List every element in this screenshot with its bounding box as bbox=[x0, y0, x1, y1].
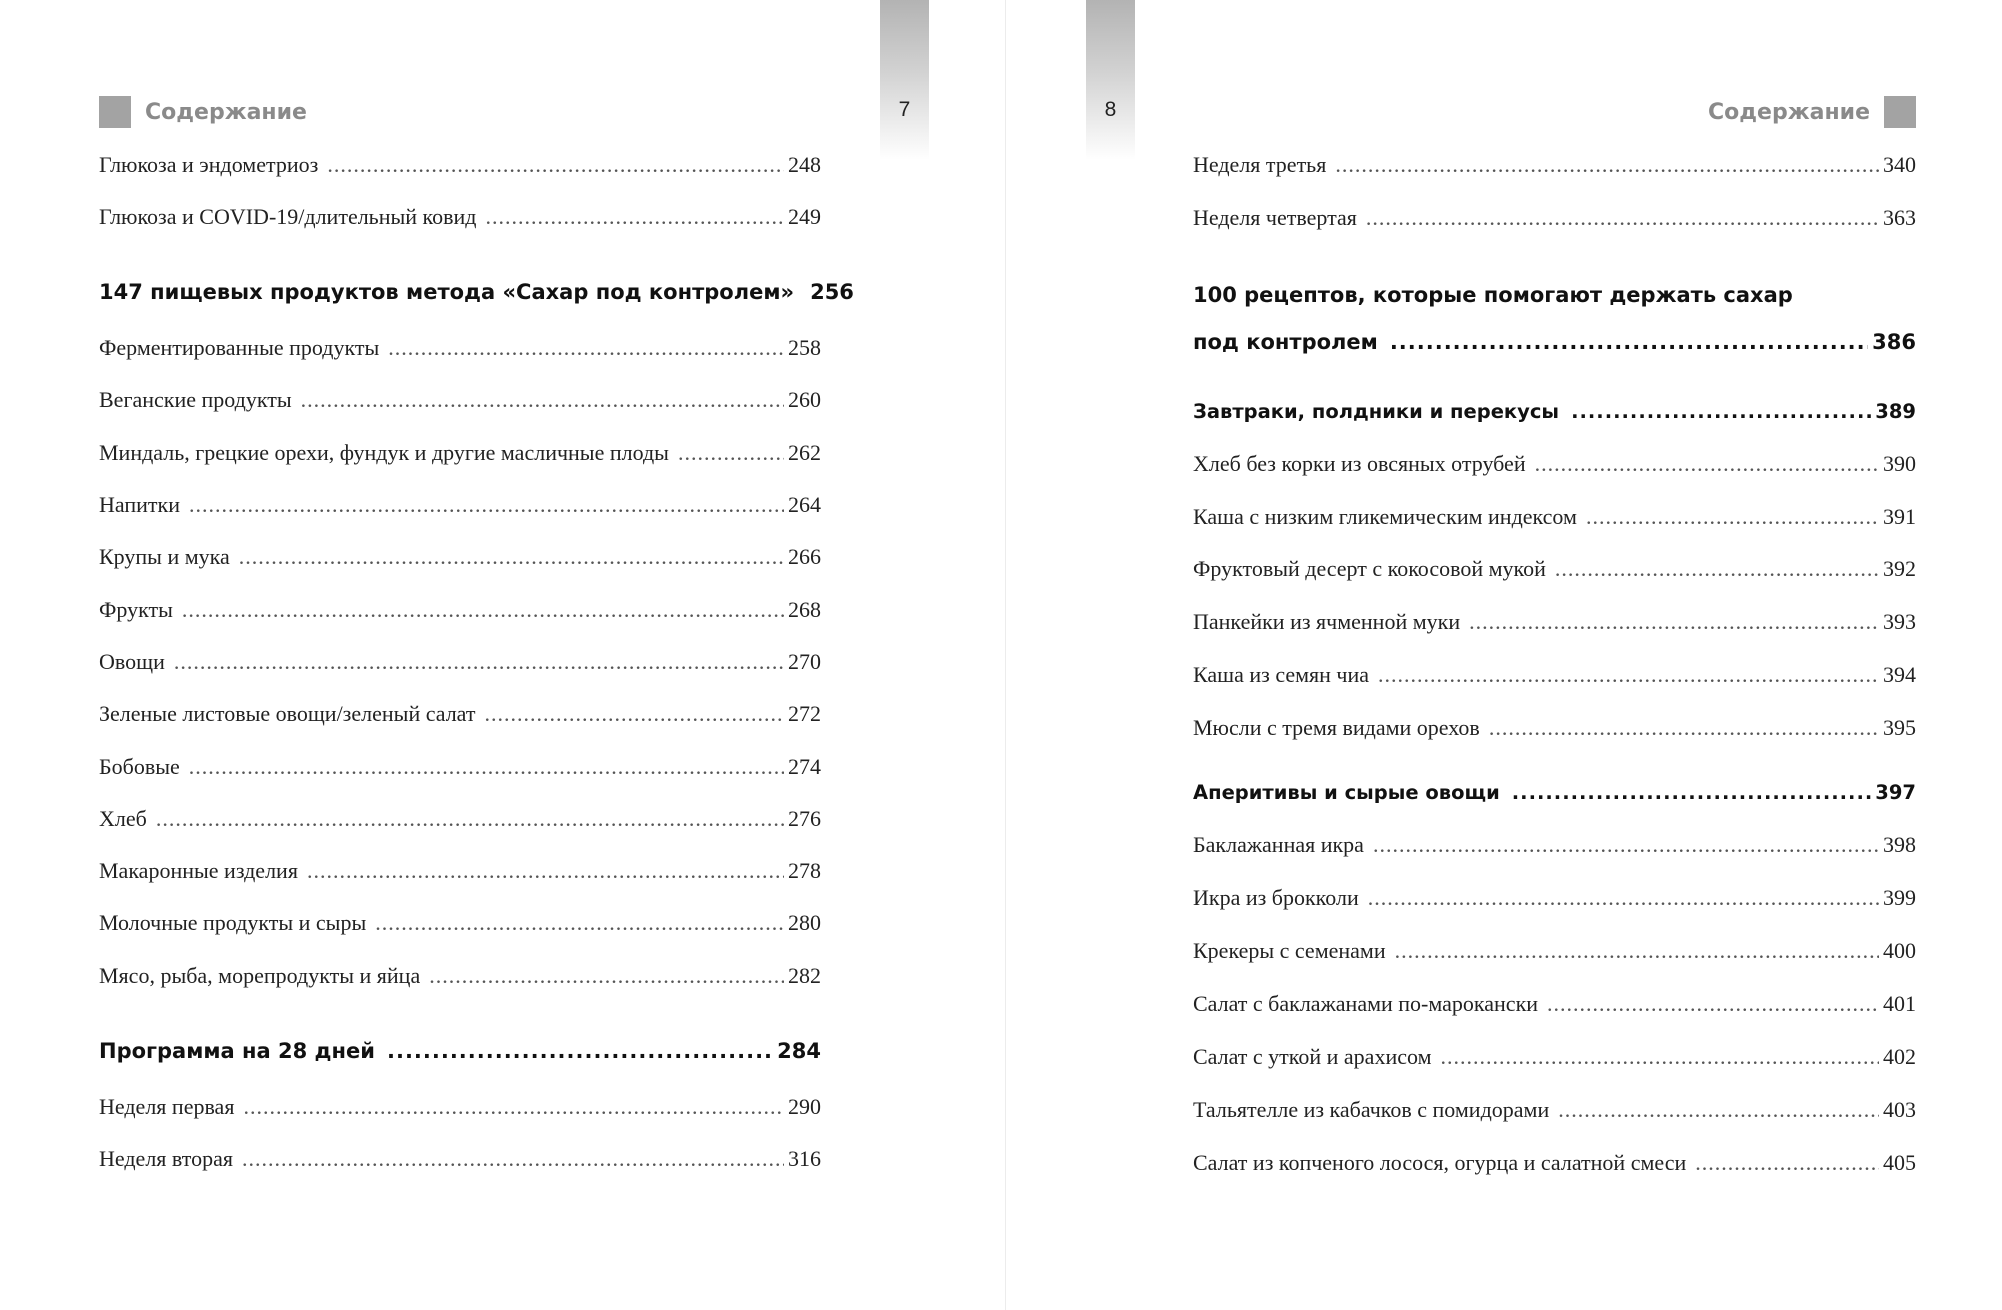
toc-entry-title: Макаронные изделия bbox=[99, 858, 298, 883]
dot-leader bbox=[1558, 1097, 1879, 1123]
toc-entry-title: Аперитивы и сырые овощи bbox=[1193, 781, 1500, 804]
page-number: 8 bbox=[1104, 98, 1117, 121]
toc-entry-page: 393 bbox=[1883, 609, 1916, 634]
toc-entry-title: Баклажанная икра bbox=[1193, 832, 1364, 857]
dot-leader bbox=[1547, 991, 1879, 1017]
toc-entry[interactable] bbox=[99, 649, 821, 675]
toc-entry-page: 389 bbox=[1875, 400, 1916, 423]
toc-entry[interactable] bbox=[1193, 832, 1916, 858]
toc-entry-page: 405 bbox=[1883, 1150, 1916, 1175]
dot-leader bbox=[243, 1094, 784, 1120]
toc-entry[interactable] bbox=[99, 492, 821, 518]
dot-leader bbox=[189, 754, 784, 780]
right-page bbox=[1006, 0, 2002, 1310]
dot-leader bbox=[189, 492, 784, 518]
toc-entry-page: 270 bbox=[788, 649, 821, 674]
toc-entry-title: Глюкоза и эндометриоз bbox=[99, 152, 319, 177]
toc-entry-page: 363 bbox=[1883, 205, 1916, 230]
dot-leader bbox=[387, 1039, 773, 1063]
toc-section-heading[interactable] bbox=[1193, 330, 1916, 354]
toc-entry-title: Неделя первая bbox=[99, 1094, 235, 1119]
dot-leader bbox=[1373, 832, 1879, 858]
toc-entry[interactable] bbox=[1193, 152, 1916, 178]
toc-entry[interactable] bbox=[1193, 938, 1916, 964]
toc-entry-title: Салат с уткой и арахисом bbox=[1193, 1044, 1432, 1069]
toc-entry-title: Фруктовый десерт с кокосовой мукой bbox=[1193, 556, 1546, 581]
dot-leader bbox=[1489, 715, 1879, 741]
toc-subsection-heading[interactable] bbox=[1193, 400, 1916, 423]
toc-entry-title: Неделя четвертая bbox=[1193, 205, 1357, 230]
dot-leader bbox=[678, 440, 784, 466]
toc-entry[interactable] bbox=[1193, 205, 1916, 231]
toc-entry-page: 262 bbox=[788, 440, 821, 465]
toc-entry[interactable] bbox=[99, 544, 821, 570]
toc-entry-title: Крупы и мука bbox=[99, 544, 230, 569]
toc-entry-page: 260 bbox=[788, 387, 821, 412]
dot-leader bbox=[1395, 938, 1879, 964]
toc-entry-page: 386 bbox=[1872, 330, 1916, 354]
toc-entry[interactable] bbox=[1193, 715, 1916, 741]
dot-leader bbox=[1366, 205, 1879, 231]
dot-leader bbox=[1571, 400, 1871, 423]
toc-entry[interactable] bbox=[99, 204, 821, 230]
toc-entry-page: 274 bbox=[788, 754, 821, 779]
toc-entry-title: Напитки bbox=[99, 492, 180, 517]
toc-entry-page: 401 bbox=[1883, 991, 1916, 1016]
toc-entry-page: 398 bbox=[1883, 832, 1916, 857]
dot-leader bbox=[1368, 885, 1879, 911]
toc-entry[interactable] bbox=[99, 806, 821, 832]
toc-entry[interactable] bbox=[1193, 451, 1916, 477]
toc-entry-title: Зеленые листовые овощи/зеленый салат bbox=[99, 701, 476, 726]
toc-entry-page: 394 bbox=[1883, 662, 1916, 687]
toc-entry-page: 284 bbox=[777, 1039, 821, 1063]
toc-entry[interactable] bbox=[1193, 504, 1916, 530]
toc-entry[interactable] bbox=[99, 910, 821, 936]
toc-entry-title: Ферментированные продукты bbox=[99, 335, 380, 360]
toc-entry-page: 280 bbox=[788, 910, 821, 935]
toc-entry-page: 402 bbox=[1883, 1044, 1916, 1069]
toc-entry-page: 278 bbox=[788, 858, 821, 883]
dot-leader bbox=[1441, 1044, 1880, 1070]
dot-leader bbox=[1586, 504, 1879, 530]
toc-entry[interactable] bbox=[99, 754, 821, 780]
toc-entry-page: 399 bbox=[1883, 885, 1916, 910]
toc-entry-title: Панкейки из ячменной муки bbox=[1193, 609, 1461, 634]
toc-entry-page: 264 bbox=[788, 492, 821, 517]
toc-entry-title: Мясо, рыба, морепродукты и яйца bbox=[99, 963, 421, 988]
toc-entry-title: Каша с низким гликемическим индексом bbox=[1193, 504, 1577, 529]
toc-section-heading-line1[interactable] bbox=[1193, 283, 1916, 307]
dot-leader bbox=[388, 335, 784, 361]
toc-entry-title: Тальятелле из кабачков с помидорами bbox=[1193, 1097, 1550, 1122]
header-square-marker bbox=[99, 96, 131, 128]
toc-entry-title: Каша из семян чиа bbox=[1193, 662, 1370, 687]
toc-entry-page: 248 bbox=[788, 152, 821, 177]
toc-entry-page: 272 bbox=[788, 701, 821, 726]
toc-entry[interactable] bbox=[1193, 662, 1916, 688]
dot-leader bbox=[156, 806, 784, 832]
toc-section-heading[interactable] bbox=[99, 1039, 821, 1063]
dot-leader bbox=[1535, 451, 1879, 477]
dot-leader bbox=[301, 387, 784, 413]
toc-entry-title: Завтраки, полдники и перекусы bbox=[1193, 400, 1560, 423]
toc-entry-title: Программа на 28 дней bbox=[99, 1039, 375, 1063]
dot-leader bbox=[1390, 330, 1868, 354]
toc-entry-title: Крекеры с семенами bbox=[1193, 938, 1386, 963]
dot-leader bbox=[1695, 1150, 1879, 1176]
dot-leader bbox=[174, 649, 784, 675]
toc-entry-page: 268 bbox=[788, 597, 821, 622]
toc-entry-page: 266 bbox=[788, 544, 821, 569]
toc-entry[interactable] bbox=[1193, 1044, 1916, 1070]
toc-entry-title: 147 пищевых продуктов метода «Сахар под контролем» bbox=[99, 280, 795, 304]
toc-entry-title: Хлеб bbox=[99, 806, 147, 831]
toc-entry-title: Глюкоза и COVID-19/длительный ковид bbox=[99, 204, 477, 229]
toc-entry-page: 392 bbox=[1883, 556, 1916, 581]
toc-entry-title: Неделя третья bbox=[1193, 152, 1327, 177]
toc-entry[interactable] bbox=[99, 440, 821, 466]
section-header bbox=[99, 96, 307, 128]
dot-leader bbox=[1555, 556, 1879, 582]
toc-entry-title: Овощи bbox=[99, 649, 165, 674]
dot-leader bbox=[1512, 781, 1872, 804]
toc-entry[interactable] bbox=[99, 963, 821, 989]
toc-entry-title: Икра из брокколи bbox=[1193, 885, 1359, 910]
toc-entry[interactable] bbox=[99, 152, 821, 178]
toc-subsection-heading[interactable] bbox=[1193, 781, 1916, 804]
header-title: Содержание bbox=[145, 99, 307, 125]
toc-entry[interactable] bbox=[1193, 609, 1916, 635]
toc-entry-title: Салат с баклажанами по-марокански bbox=[1193, 991, 1539, 1016]
toc-entry-title: Фрукты bbox=[99, 597, 173, 622]
toc-entry[interactable] bbox=[1193, 1097, 1916, 1123]
dot-leader bbox=[242, 1146, 784, 1172]
toc-entry-title: Салат из копченого лосося, огурца и салатной смеси bbox=[1193, 1150, 1687, 1175]
toc-entry-page: 256 bbox=[810, 280, 854, 304]
toc-section-heading[interactable] bbox=[99, 280, 854, 304]
dot-leader bbox=[1378, 662, 1879, 688]
toc-entry-title: Мюсли с тремя видами орехов bbox=[1193, 715, 1480, 740]
toc-entry-page: 391 bbox=[1883, 504, 1916, 529]
dot-leader bbox=[307, 858, 784, 884]
toc-entry-title: Хлеб без корки из овсяных отрубей bbox=[1193, 451, 1526, 476]
page-number-tab bbox=[880, 0, 929, 160]
toc-entry[interactable] bbox=[99, 597, 821, 623]
dot-leader bbox=[375, 910, 784, 936]
toc-entry[interactable] bbox=[99, 387, 821, 413]
toc-entry[interactable] bbox=[99, 1146, 821, 1172]
toc-entry-title: 100 рецептов, которые помогают держать сахар bbox=[1193, 283, 1793, 307]
header-title: Содержание bbox=[1708, 99, 1870, 125]
dot-leader bbox=[1335, 152, 1879, 178]
toc-entry-page: 249 bbox=[788, 204, 821, 229]
toc-entry-page: 397 bbox=[1875, 781, 1916, 804]
toc-entry-title: Миндаль, грецкие орехи, фундук и другие масличные плоды bbox=[99, 440, 669, 465]
dot-leader bbox=[485, 701, 785, 727]
toc-entry-title: Веганские продукты bbox=[99, 387, 292, 412]
toc-entry[interactable] bbox=[1193, 1150, 1916, 1176]
toc-entry-page: 390 bbox=[1883, 451, 1916, 476]
toc-entry[interactable] bbox=[1193, 556, 1916, 582]
toc-entry[interactable] bbox=[99, 335, 821, 361]
dot-leader bbox=[429, 963, 784, 989]
page-number: 7 bbox=[898, 98, 911, 121]
toc-entry-page: 258 bbox=[788, 335, 821, 360]
page-number-tab bbox=[1086, 0, 1135, 160]
toc-entry[interactable] bbox=[99, 1094, 821, 1120]
toc-entry-page: 290 bbox=[788, 1094, 821, 1119]
toc-entry-title: Бобовые bbox=[99, 754, 180, 779]
toc-entry-title: Молочные продукты и сыры bbox=[99, 910, 367, 935]
toc-entry[interactable] bbox=[99, 858, 821, 884]
section-header bbox=[1708, 96, 1916, 128]
toc-entry-title: Неделя вторая bbox=[99, 1146, 233, 1171]
toc-entry-page: 400 bbox=[1883, 938, 1916, 963]
toc-entry-title: под контролем bbox=[1193, 330, 1378, 354]
toc-entry[interactable] bbox=[1193, 991, 1916, 1017]
toc-entry-page: 282 bbox=[788, 963, 821, 988]
dot-leader bbox=[182, 597, 784, 623]
header-square-marker bbox=[1884, 96, 1916, 128]
dot-leader bbox=[327, 152, 784, 178]
toc-entry-page: 276 bbox=[788, 806, 821, 831]
toc-entry[interactable] bbox=[99, 701, 821, 727]
toc-entry[interactable] bbox=[1193, 885, 1916, 911]
toc-entry-page: 403 bbox=[1883, 1097, 1916, 1122]
toc-entry-page: 316 bbox=[788, 1146, 821, 1171]
toc-entry-page: 340 bbox=[1883, 152, 1916, 177]
dot-leader bbox=[1469, 609, 1879, 635]
dot-leader bbox=[239, 544, 784, 570]
dot-leader bbox=[485, 204, 784, 230]
toc-entry-page: 395 bbox=[1883, 715, 1916, 740]
